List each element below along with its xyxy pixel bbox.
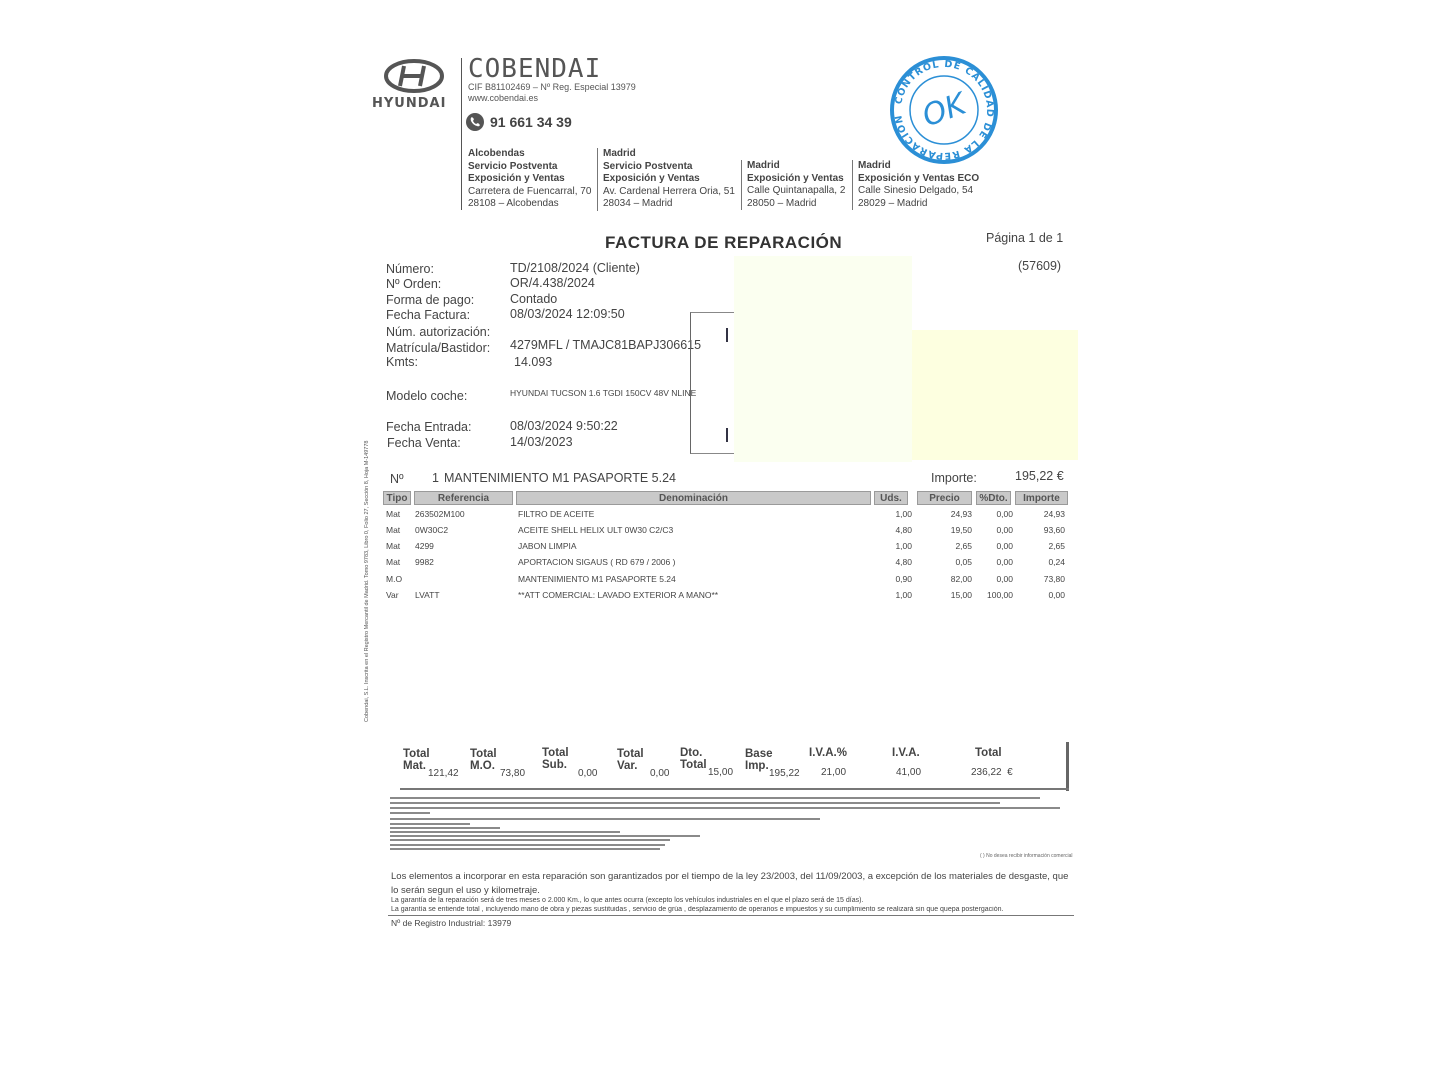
header-divider [461, 58, 462, 210]
branch-zip: 28050 – Madrid [747, 197, 817, 209]
cell-importe: 73,80 [1043, 574, 1065, 584]
hyundai-wordmark: HYUNDAI [372, 96, 447, 111]
cell-importe: 0,24 [1048, 557, 1065, 567]
field-label-kmts: Kmts: [386, 355, 418, 369]
stamp-ok-text: OK [917, 86, 971, 135]
col-header-importe: Importe [1015, 491, 1068, 505]
total-var-value: 0,00 [650, 768, 670, 779]
cell-dto: 0,00 [996, 557, 1013, 567]
cell-uds: 1,00 [895, 509, 912, 519]
cell-precio: 0,05 [955, 557, 972, 567]
window-mark [726, 428, 728, 442]
cell-desc: APORTACION SIGAUS ( RD 679 / 2006 ) [518, 557, 676, 567]
client-code: (57609) [1018, 259, 1062, 273]
model-label: Modelo coche: [386, 389, 468, 403]
branch-city: Madrid [603, 148, 636, 159]
branch-zip: 28034 – Madrid [603, 198, 673, 209]
total-sub-value: 0,00 [578, 768, 598, 779]
guarantee-text: Los elementos a incorporar en esta reparación son garantizados por el tiempo de la ley 23/2003, del 11/09/2003, a excepción de los materiales de desgaste, que lo serán segun el uso y kilometraje. [391, 871, 1069, 896]
industrial-registry: Nº de Registro Industrial: 13979 [391, 918, 512, 928]
branch-zip: 28108 – Alcobendas [468, 198, 559, 209]
field-value-matricula: 4279MFL / TMAJC81BAPJ306615 [510, 338, 702, 352]
cell-ref: 4299 [415, 541, 434, 551]
field-value-fecha-factura: 08/03/2024 12:09:50 [510, 307, 625, 321]
website: www.cobendai.es [468, 93, 539, 103]
branch-line: Exposición y Ventas ECO [858, 172, 980, 184]
field-value-numero: TD/2108/2024 (Cliente) [510, 261, 640, 275]
branch-city: Madrid [858, 160, 891, 171]
cell-tipo: Mat [386, 541, 401, 551]
branch-line: Servicio Postventa [603, 160, 693, 172]
cell-tipo: Mat [386, 525, 401, 535]
sale-date-value: 14/03/2023 [510, 435, 573, 449]
field-label-matricula: Matrícula/Bastidor: [386, 341, 491, 355]
cell-importe: 0,00 [1048, 590, 1065, 600]
cell-tipo: Mat [386, 557, 401, 567]
branch-alcobendas [463, 148, 591, 211]
invoice-title: FACTURA DE REPARACIÓN [605, 233, 843, 252]
col-header-denominacion: Denominación [516, 491, 871, 505]
total-sub-label: Total Sub. [542, 747, 569, 771]
cell-ref: 263502M100 [415, 509, 465, 519]
branch-city: Madrid [747, 160, 780, 171]
col-header-referencia: Referencia [414, 491, 513, 505]
cell-importe: 2,65 [1048, 541, 1065, 551]
cell-dto: 0,00 [996, 525, 1013, 535]
operation-n-label: Nº [390, 472, 404, 486]
no-commercial-info-note: ( ) No desea recibir información comercial [980, 853, 1073, 859]
cell-uds: 4,80 [895, 525, 912, 535]
branch-line: Exposición y Ventas [468, 173, 565, 184]
cell-precio: 82,00 [950, 574, 972, 584]
phone-number: 91 661 34 39 [490, 114, 572, 130]
cell-dto: 100,00 [987, 590, 1013, 600]
total-var-label: Total Var. [617, 748, 644, 772]
cell-importe: 93,60 [1043, 525, 1065, 535]
cell-desc: ACEITE SHELL HELIX ULT 0W30 C2/C3 [518, 525, 674, 535]
privacy-small-print [390, 796, 1065, 852]
branch-line: Exposición y Ventas [603, 173, 700, 184]
cell-uds: 4,80 [895, 557, 912, 567]
field-label-numero: Número: [386, 262, 434, 276]
window-mark [726, 328, 728, 342]
branch-madrid-quintanapalla [741, 160, 845, 210]
operation-name: MANTENIMIENTO M1 PASAPORTE 5.24 [444, 471, 677, 485]
total-value: 236,22 € [971, 767, 1013, 778]
field-value-orden: OR/4.438/2024 [510, 276, 595, 290]
hyundai-logo [372, 58, 456, 114]
guarantee-period: La garantía de la reparación será de tres meses o 2.000 Km., lo que antes ocurra (excepto los vehículos industriales en el que el plazo será de 15 días). [391, 897, 864, 904]
field-value-pago: Contado [510, 292, 558, 306]
cell-dto: 0,00 [996, 541, 1013, 551]
client-address-window [690, 312, 735, 454]
field-value-kmts: 14.093 [514, 355, 553, 369]
iva-label: I.V.A. [892, 747, 920, 759]
total-label: Total [975, 747, 1002, 759]
branch-zip: 28029 – Madrid [858, 197, 928, 209]
totals-box-edge [1066, 742, 1069, 791]
field-label-orden: Nº Orden: [386, 277, 442, 291]
cell-desc: MANTENIMIENTO M1 PASAPORTE 5.24 [518, 574, 676, 584]
cell-tipo: Mat [386, 509, 401, 519]
model-value: HYUNDAI TUCSON 1.6 TGDI 150CV 48V NLINE [510, 388, 697, 398]
branch-city: Alcobendas [468, 148, 525, 159]
cell-desc: JABON LIMPIA [518, 541, 577, 551]
operation-amount-label: Importe: [931, 471, 977, 485]
stamp-ring-text: CONTROL DE CALIDAD DE LA REPARACIÓN [893, 58, 996, 162]
dto-total-label: Dto. Total [680, 747, 707, 771]
company-name: COBENDAI [468, 54, 602, 84]
field-label-autorizacion: Núm. autorización: [386, 325, 491, 339]
base-imp-label: Base Imp. [745, 748, 773, 772]
branch-address: Carretera de Fuencarral, 70 [468, 185, 592, 197]
page-indicator: Página 1 de 1 [986, 231, 1064, 245]
total-mo-value: 73,80 [500, 768, 526, 779]
guarantee-scope: La garantía se entiende total , incluyendo mano de obra y piezas sustituidas , servicio de grúa , desplazamiento de operarios e impuestos y su cumplimiento se realizará sin que quepa postergación. [391, 906, 1004, 913]
hyundai-emblem-icon [384, 58, 444, 94]
dto-total-value: 15,00 [708, 767, 734, 778]
operation-number: 1 [432, 471, 439, 485]
cell-precio: 15,00 [950, 590, 972, 600]
col-header-precio: Precio [917, 491, 972, 505]
branch-line: Servicio Postventa [468, 160, 558, 172]
cif-line: CIF B81102469 – Nº Reg. Especial 13979 [468, 82, 636, 92]
total-mat-label: Total Mat. [403, 748, 430, 772]
totals-box-bottom [400, 788, 1069, 790]
iva-pct-value: 21,00 [821, 767, 847, 778]
branch-madrid-eco [852, 160, 979, 210]
cell-desc: FILTRO DE ACEITE [518, 509, 595, 519]
operation-amount: 195,22 € [1015, 469, 1064, 483]
entry-date-label: Fecha Entrada: [386, 420, 472, 434]
branch-madrid-herrera-oria [597, 148, 735, 211]
redacted-client-area [912, 330, 1078, 460]
cell-desc: **ATT COMERCIAL: LAVADO EXTERIOR A MANO** [518, 590, 719, 600]
cell-precio: 19,50 [950, 525, 972, 535]
cell-tipo: M.O [386, 574, 403, 584]
total-mat-value: 121,42 [428, 768, 459, 779]
branch-address: Av. Cardenal Herrera Oria, 51 [603, 185, 735, 197]
phone-icon [466, 113, 484, 131]
col-header-dto: %Dto. [976, 491, 1011, 505]
total-mo-label: Total M.O. [470, 748, 497, 772]
quality-control-stamp [888, 54, 1000, 166]
entry-date-value: 08/03/2024 9:50:22 [510, 419, 618, 433]
sale-date-label: Fecha Venta: [387, 436, 461, 450]
cell-dto: 0,00 [996, 574, 1013, 584]
cell-uds: 1,00 [895, 541, 912, 551]
branch-address: Calle Sinesio Delgado, 54 [858, 185, 974, 196]
cell-uds: 0,90 [895, 574, 912, 584]
col-header-uds: Uds. [874, 491, 908, 505]
cell-dto: 0,00 [996, 509, 1013, 519]
cell-ref: 9982 [415, 557, 434, 567]
field-label-fecha-factura: Fecha Factura: [386, 308, 471, 322]
cell-precio: 2,65 [955, 541, 972, 551]
small-print-lines [390, 796, 1065, 852]
cell-precio: 24,93 [950, 509, 972, 519]
cell-importe: 24,93 [1043, 509, 1065, 519]
cell-ref: 0W30C2 [415, 525, 449, 535]
col-header-tipo: Tipo [383, 491, 411, 505]
redacted-client-area [734, 256, 912, 462]
cell-tipo: Var [386, 590, 399, 600]
field-label-pago: Forma de pago: [386, 293, 475, 307]
branch-line: Exposición y Ventas [747, 172, 844, 184]
footer-rule [388, 915, 1074, 916]
base-imp-value: 195,22 [769, 768, 800, 779]
branch-address: Calle Quintanapalla, 2 [747, 185, 846, 196]
cell-ref: LVATT [415, 590, 440, 600]
quality-stamp-icon [888, 54, 1000, 166]
iva-value: 41,00 [896, 767, 922, 778]
cell-uds: 1,00 [895, 590, 912, 600]
iva-pct-label: I.V.A.% [809, 747, 847, 759]
registry-side-text: Cobendai, S.L. Inscrita en el Registro Mercantil de Madrid. Tomo 9783, Libro 0, Folio 27, Sección 8, Hoja M-149778 [364, 440, 370, 722]
